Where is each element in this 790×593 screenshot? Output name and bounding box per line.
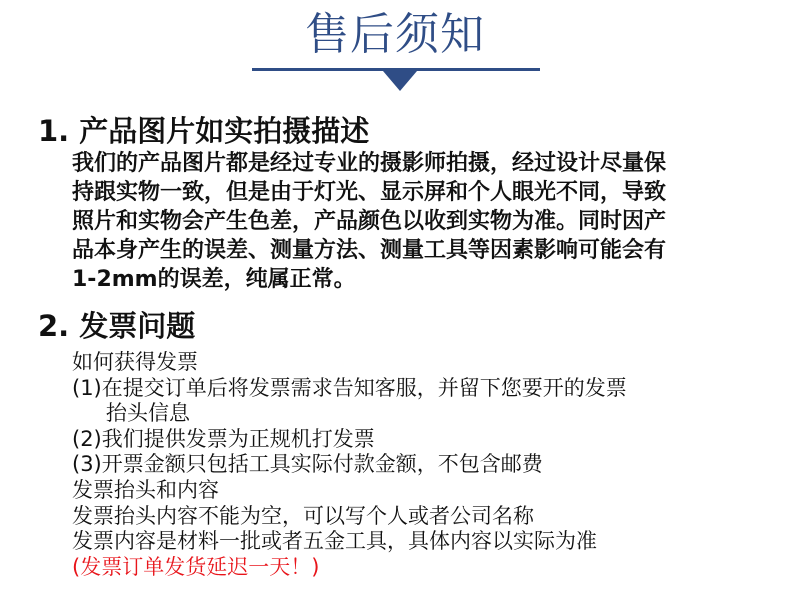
invoice-delay-warning: (发票订单发货延迟一天！) [72,554,320,579]
section-heading-product-photos: 1. 产品图片如实拍摄描述 [38,114,370,148]
invoice-step-1: (1)在提交订单后将发票需求告知客服，并留下您要开的发票 [72,375,627,400]
down-arrow-icon [383,71,417,91]
invoice-step-1-continued: 抬头信息 [106,401,190,426]
invoice-subheading: 如何获得发票 [72,350,198,374]
paragraph-line: 持跟实物一致，但是由于灯光、显示屏和个人眼光不同，导致 [72,180,667,205]
paragraph-line: 我们的产品图片都是经过专业的摄影师拍摄，经过设计尽量保 [72,151,667,176]
paragraph-line: 1-2mm的误差，纯属正常。 [72,267,356,292]
invoice-subheading: 发票抬头和内容 [72,477,219,502]
section-body-product-photos [72,149,762,294]
page-title: 售后须知 [305,9,485,60]
section-body-invoice [72,350,627,580]
paragraph-line: 品本身产生的误差、测量方法、测量工具等因素影响可能会有 [72,238,667,263]
invoice-note: 发票抬头内容不能为空，可以写个人或者公司名称 [72,503,534,528]
paragraph-line: 照片和实物会产生色差，产品颜色以收到实物为准。同时因产 [72,209,667,234]
section-heading-invoice: 2. 发票问题 [38,309,196,343]
invoice-note: 发票内容是材料一批或者五金工具，具体内容以实际为准 [72,529,597,554]
invoice-step-3: (3)开票金额只包括工具实际付款金额，不包含邮费 [72,452,543,477]
invoice-step-2: (2)我们提供发票为正规机打发票 [72,426,375,451]
